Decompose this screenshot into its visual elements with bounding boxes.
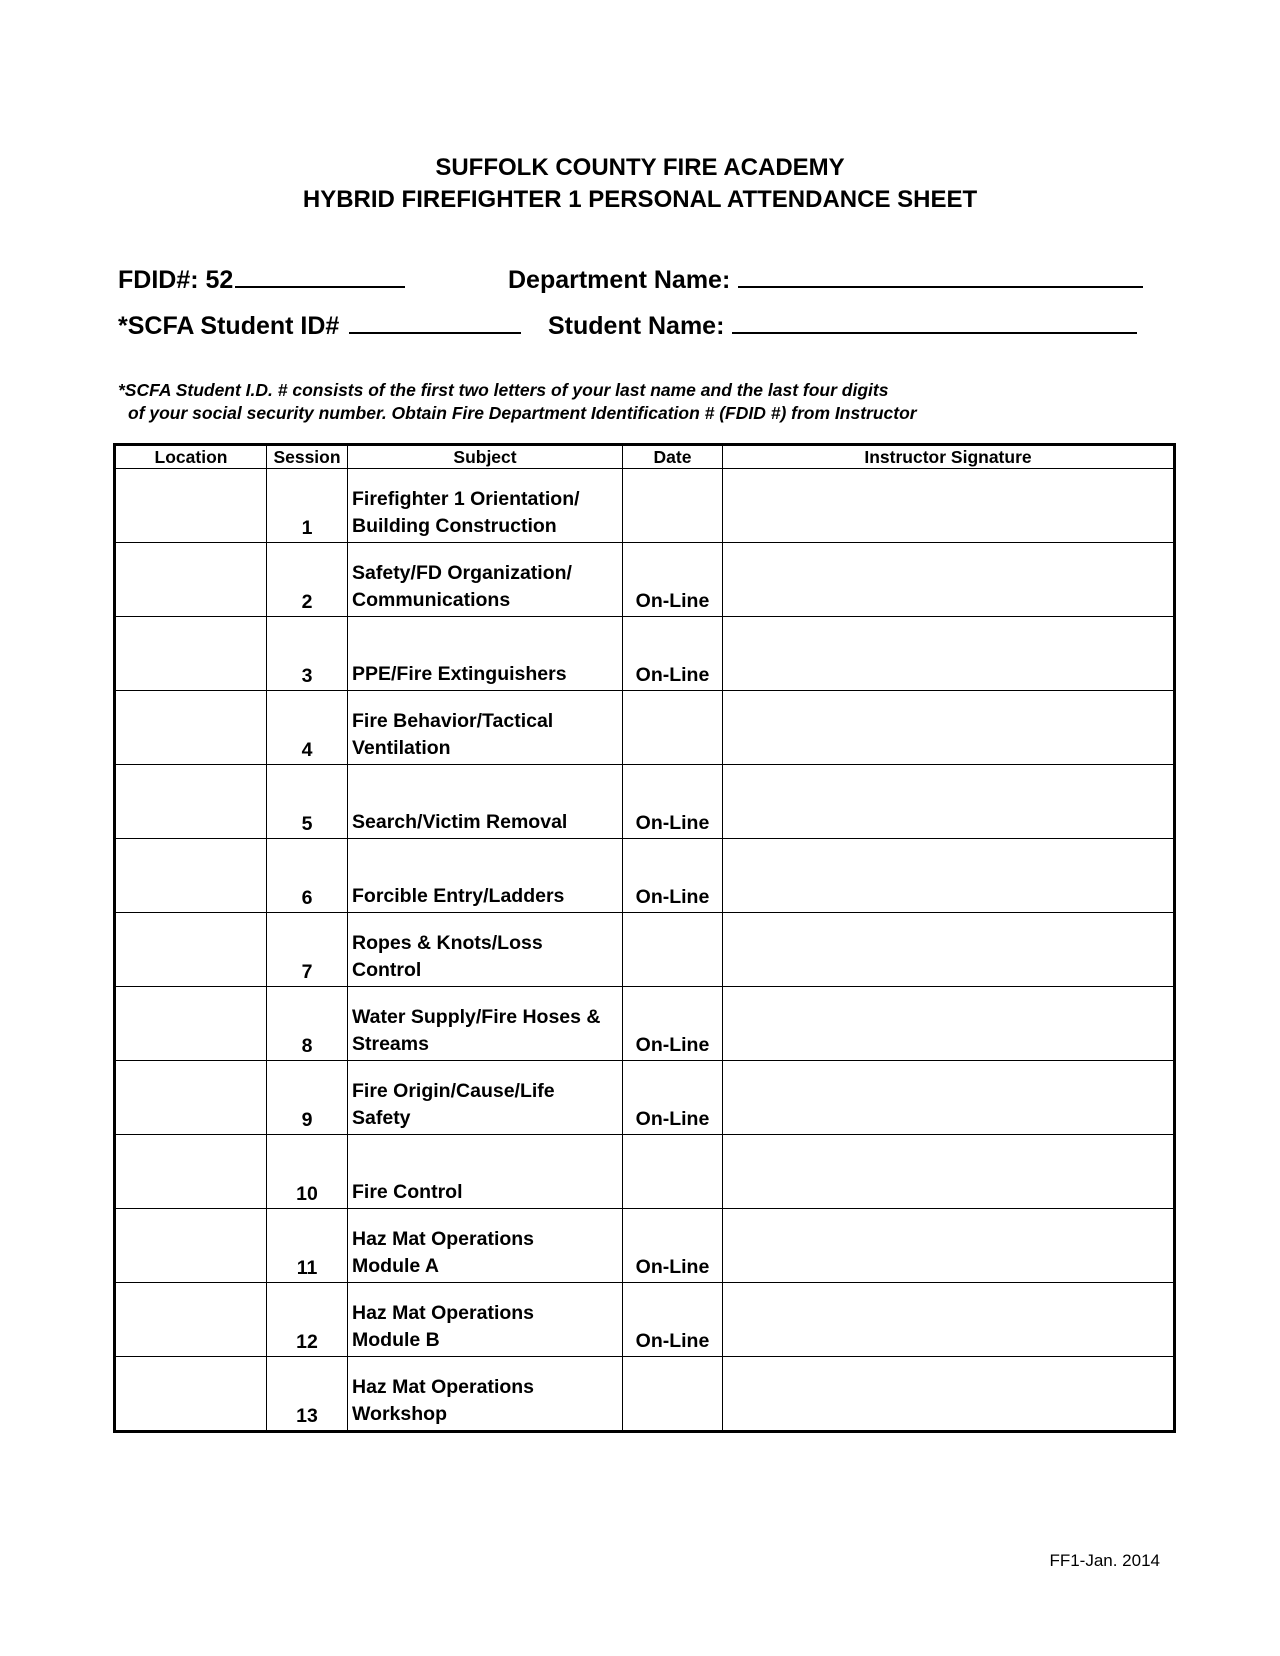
session-number: 1 xyxy=(267,469,348,543)
subject-line: Forcible Entry/Ladders xyxy=(352,885,565,907)
subject-line: Fire Behavior/Tactical xyxy=(352,710,554,732)
column-header-session: Session xyxy=(267,445,348,469)
subject-line: Workshop xyxy=(352,1403,447,1425)
date-cell[interactable]: On-Line xyxy=(623,617,723,691)
subject-line: Ventilation xyxy=(352,737,451,759)
date-cell[interactable] xyxy=(623,691,723,765)
instructor-signature-cell[interactable] xyxy=(723,469,1175,543)
subject-line: Fire Origin/Cause/Life xyxy=(352,1080,555,1102)
session-number: 13 xyxy=(267,1357,348,1432)
subject-cell xyxy=(348,1209,623,1283)
location-cell[interactable] xyxy=(115,1135,267,1209)
date-cell[interactable]: On-Line xyxy=(623,765,723,839)
subject-cell xyxy=(348,1357,623,1432)
subject-line: Building Construction xyxy=(352,515,557,537)
subject-line: Module A xyxy=(352,1255,440,1277)
column-header-subject: Subject xyxy=(348,445,623,469)
subject-cell xyxy=(348,913,623,987)
date-cell[interactable]: On-Line xyxy=(623,839,723,913)
subject-cell xyxy=(348,617,623,691)
table-row xyxy=(115,987,1175,1061)
subject-cell xyxy=(348,1061,623,1135)
column-header-date: Date xyxy=(623,445,723,469)
table-row xyxy=(115,1357,1175,1432)
instructor-signature-cell[interactable] xyxy=(723,987,1175,1061)
date-cell[interactable] xyxy=(623,913,723,987)
fdid-label: FDID#: 52 xyxy=(118,266,234,294)
table-header-row xyxy=(115,445,1175,469)
attendance-table xyxy=(113,443,1176,1433)
subject-line: Safety/FD Organization/ xyxy=(352,562,572,584)
session-number: 3 xyxy=(267,617,348,691)
subject-line: Streams xyxy=(352,1033,429,1055)
department-name-field[interactable] xyxy=(508,264,1143,295)
subject-cell xyxy=(348,469,623,543)
subject-cell xyxy=(348,543,623,617)
table-row xyxy=(115,1135,1175,1209)
location-cell[interactable] xyxy=(115,543,267,617)
subject-cell xyxy=(348,987,623,1061)
column-header-location: Location xyxy=(115,445,267,469)
table-row xyxy=(115,1209,1175,1283)
table-row xyxy=(115,469,1175,543)
date-cell[interactable]: On-Line xyxy=(623,987,723,1061)
instructor-signature-cell[interactable] xyxy=(723,691,1175,765)
subject-cell xyxy=(348,691,623,765)
session-number: 12 xyxy=(267,1283,348,1357)
table-row xyxy=(115,543,1175,617)
student-id-note-line-2: of your social security number. Obtain Fire Department Identification # (FDID #) from Instructor xyxy=(128,403,917,423)
instructor-signature-cell[interactable] xyxy=(723,765,1175,839)
session-number: 2 xyxy=(267,543,348,617)
subject-cell xyxy=(348,839,623,913)
column-header-instructor-signature: Instructor Signature xyxy=(723,445,1175,469)
session-number: 8 xyxy=(267,987,348,1061)
subject-line: Haz Mat Operations xyxy=(352,1302,535,1324)
student-id-note-line-1: *SCFA Student I.D. # consists of the first two letters of your last name and the last four digits xyxy=(118,380,889,400)
subject-line: Safety xyxy=(352,1107,411,1129)
subject-line: Module B xyxy=(352,1329,440,1351)
location-cell[interactable] xyxy=(115,469,267,543)
attendance-table-body xyxy=(115,469,1175,1432)
instructor-signature-cell[interactable] xyxy=(723,1135,1175,1209)
instructor-signature-cell[interactable] xyxy=(723,617,1175,691)
table-row xyxy=(115,1283,1175,1357)
instructor-signature-cell[interactable] xyxy=(723,1283,1175,1357)
subject-line: Firefighter 1 Orientation/ xyxy=(352,488,580,510)
location-cell[interactable] xyxy=(115,691,267,765)
location-cell[interactable] xyxy=(115,913,267,987)
instructor-signature-cell[interactable] xyxy=(723,543,1175,617)
session-number: 11 xyxy=(267,1209,348,1283)
location-cell[interactable] xyxy=(115,765,267,839)
student-id-label: *SCFA Student ID# xyxy=(118,312,340,340)
table-row xyxy=(115,617,1175,691)
instructor-signature-cell[interactable] xyxy=(723,913,1175,987)
instructor-signature-cell[interactable] xyxy=(723,1209,1175,1283)
location-cell[interactable] xyxy=(115,1209,267,1283)
subject-line: Control xyxy=(352,959,422,981)
session-number: 10 xyxy=(267,1135,348,1209)
table-row xyxy=(115,691,1175,765)
student-name-label: Student Name: xyxy=(548,312,725,340)
session-number: 4 xyxy=(267,691,348,765)
date-cell[interactable]: On-Line xyxy=(623,543,723,617)
table-row xyxy=(115,1061,1175,1135)
subject-line: Haz Mat Operations xyxy=(352,1228,535,1250)
department-name-label: Department Name: xyxy=(508,266,731,294)
location-cell[interactable] xyxy=(115,617,267,691)
date-cell[interactable]: On-Line xyxy=(623,1283,723,1357)
subject-cell xyxy=(348,765,623,839)
fdid-field[interactable] xyxy=(118,264,405,295)
location-cell[interactable] xyxy=(115,1283,267,1357)
subject-line: PPE/Fire Extinguishers xyxy=(352,663,567,685)
instructor-signature-cell[interactable] xyxy=(723,839,1175,913)
instructor-signature-cell[interactable] xyxy=(723,1357,1175,1432)
table-row xyxy=(115,839,1175,913)
location-cell[interactable] xyxy=(115,1061,267,1135)
subject-line: Ropes & Knots/Loss xyxy=(352,932,543,954)
date-cell[interactable] xyxy=(623,1357,723,1432)
session-number: 7 xyxy=(267,913,348,987)
student-id-blank-line[interactable] xyxy=(349,310,521,334)
table-row xyxy=(115,913,1175,987)
subject-line: Water Supply/Fire Hoses & xyxy=(352,1006,601,1028)
subject-cell xyxy=(348,1135,623,1209)
date-cell[interactable] xyxy=(623,469,723,543)
student-id-field[interactable] xyxy=(118,310,521,341)
session-number: 9 xyxy=(267,1061,348,1135)
date-cell[interactable]: On-Line xyxy=(623,1061,723,1135)
session-number: 6 xyxy=(267,839,348,913)
subject-line: Communications xyxy=(352,589,511,611)
instructor-signature-cell[interactable] xyxy=(723,1061,1175,1135)
table-row xyxy=(115,765,1175,839)
location-cell[interactable] xyxy=(115,1357,267,1432)
subject-line: Fire Control xyxy=(352,1181,463,1203)
page-title: SUFFOLK COUNTY FIRE ACADEMY xyxy=(435,154,845,181)
student-name-blank-line[interactable] xyxy=(732,310,1137,334)
date-cell[interactable]: On-Line xyxy=(623,1209,723,1283)
session-number: 5 xyxy=(267,765,348,839)
location-cell[interactable] xyxy=(115,987,267,1061)
subject-cell xyxy=(348,1283,623,1357)
page-subtitle: HYBRID FIREFIGHTER 1 PERSONAL ATTENDANCE SHEET xyxy=(302,186,978,213)
form-id: FF1-Jan. 2014 xyxy=(1049,1551,1160,1570)
location-cell[interactable] xyxy=(115,839,267,913)
department-name-blank-line[interactable] xyxy=(738,264,1143,288)
date-cell[interactable] xyxy=(623,1135,723,1209)
subject-line: Search/Victim Removal xyxy=(352,811,568,833)
student-name-field[interactable] xyxy=(548,310,1137,341)
fdid-blank-line[interactable] xyxy=(235,264,405,288)
subject-line: Haz Mat Operations xyxy=(352,1376,535,1398)
